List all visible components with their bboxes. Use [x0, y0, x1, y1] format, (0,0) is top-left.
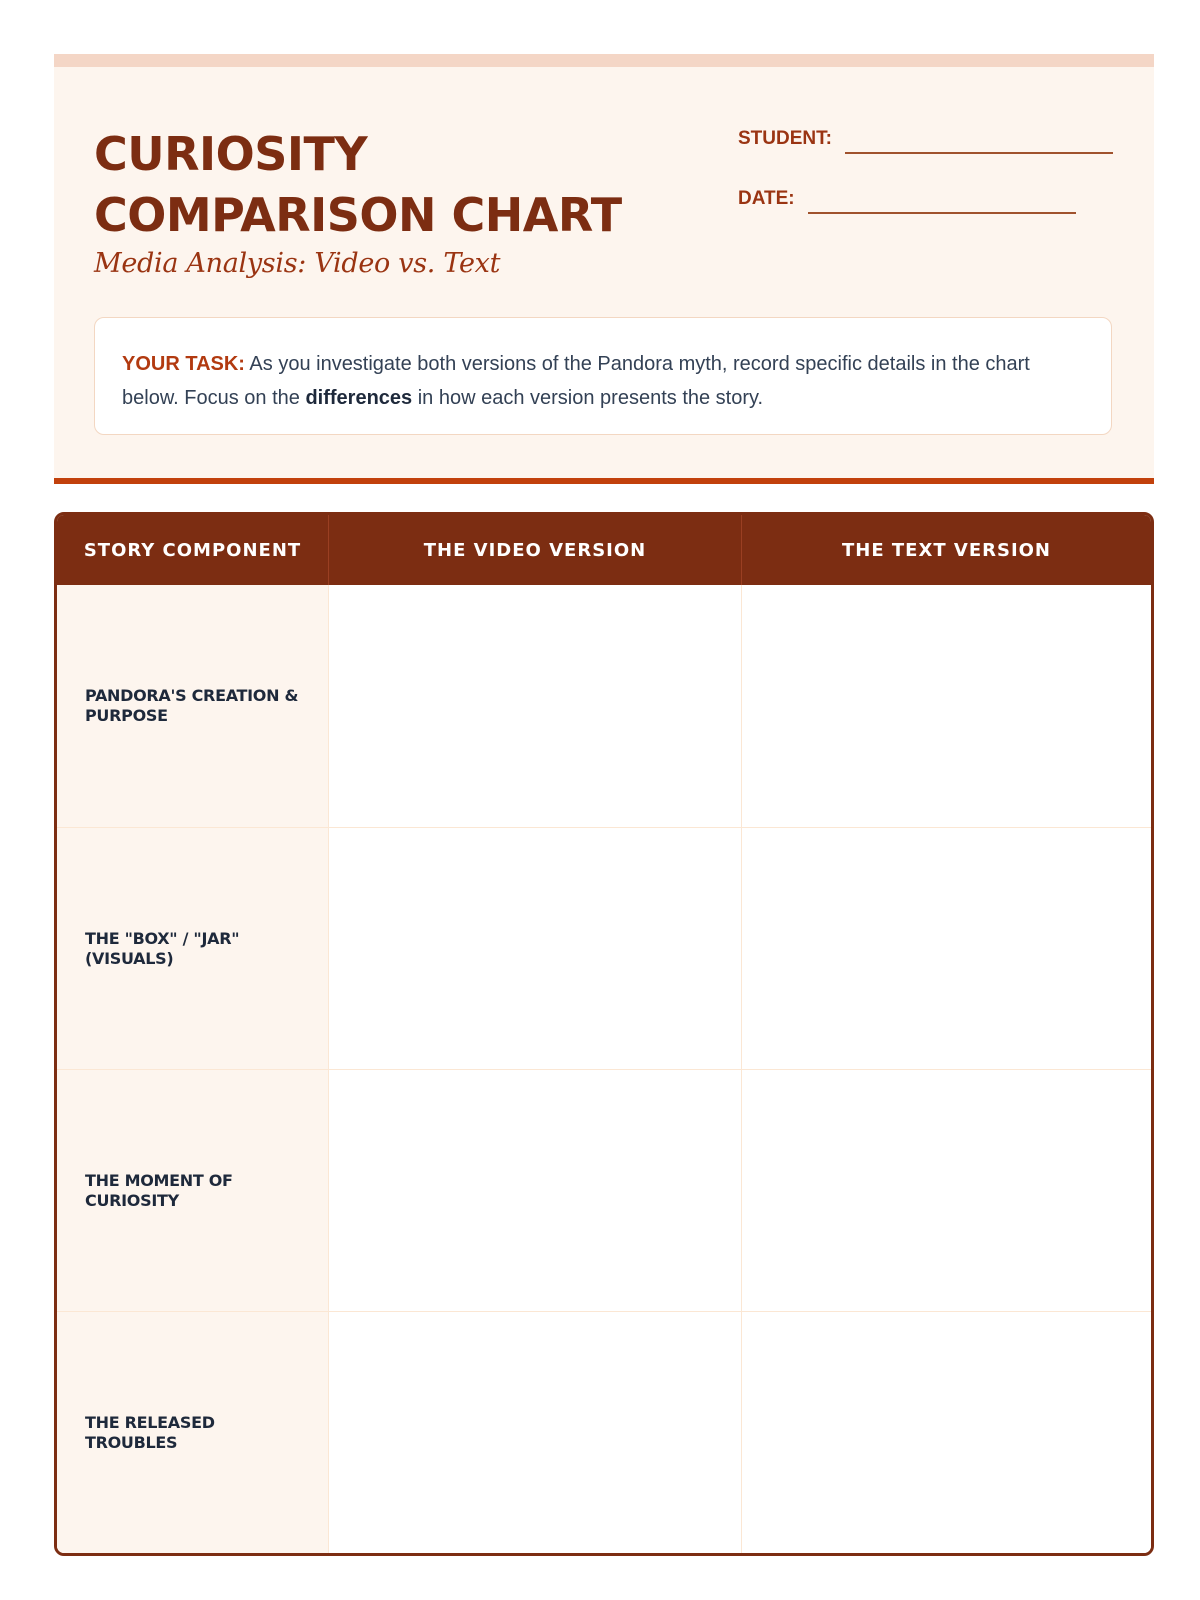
column-header-story-component: STORY COMPONENT	[83, 539, 302, 561]
video-version-cell[interactable]	[328, 1312, 741, 1553]
column-header-video-version: THE VIDEO VERSION	[328, 515, 741, 585]
row-label-released-troubles: THE RELEASED TROUBLES	[57, 1312, 328, 1553]
header-top-accent-bar	[54, 54, 1154, 67]
row-label-moment-of-curiosity: THE MOMENT OF CURIOSITY	[57, 1070, 328, 1311]
video-version-cell[interactable]	[328, 828, 741, 1069]
table-body	[57, 585, 1151, 1553]
task-emphasis: differences	[305, 387, 413, 409]
student-name-line[interactable]	[845, 152, 1113, 154]
table-row	[57, 585, 1151, 827]
page-subtitle: Media Analysis: Video vs. Text	[94, 248, 501, 279]
task-text-part-2: in how each version presents the story.	[412, 387, 764, 409]
header-bottom-accent-bar	[54, 478, 1154, 484]
video-version-cell[interactable]	[328, 1070, 741, 1311]
column-header-text-version: THE TEXT VERSION	[741, 515, 1151, 585]
text-version-cell[interactable]	[741, 828, 1151, 1069]
task-lead-label: YOUR TASK:	[122, 353, 245, 375]
row-label-box-jar-visuals: THE "BOX" / "JAR" (VISUALS)	[57, 828, 328, 1069]
text-version-cell[interactable]	[741, 1070, 1151, 1311]
comparison-table	[54, 512, 1154, 1556]
task-instructions-box	[94, 317, 1112, 435]
date-line[interactable]	[808, 212, 1076, 214]
page-title-line-2: COMPARISON CHART	[94, 188, 622, 242]
student-label: STUDENT:	[738, 128, 832, 149]
page-title-line-1: CURIOSITY	[94, 127, 368, 181]
date-field	[738, 188, 1076, 210]
header-panel	[54, 54, 1154, 484]
video-version-cell[interactable]	[328, 585, 741, 827]
table-header-row	[57, 515, 1151, 585]
date-label: DATE:	[738, 188, 795, 209]
task-text-part-1: As you investigate both versions of the Pandora myth, record specific details in the chart below. Focus on the	[122, 353, 1030, 409]
page-title	[94, 124, 694, 246]
text-version-cell[interactable]	[741, 585, 1151, 827]
table-row	[57, 1069, 1151, 1311]
table-row	[57, 1311, 1151, 1553]
row-label-creation-purpose: PANDORA'S CREATION & PURPOSE	[57, 585, 328, 827]
student-field	[738, 128, 1113, 150]
table-row	[57, 827, 1151, 1069]
text-version-cell[interactable]	[741, 1312, 1151, 1553]
